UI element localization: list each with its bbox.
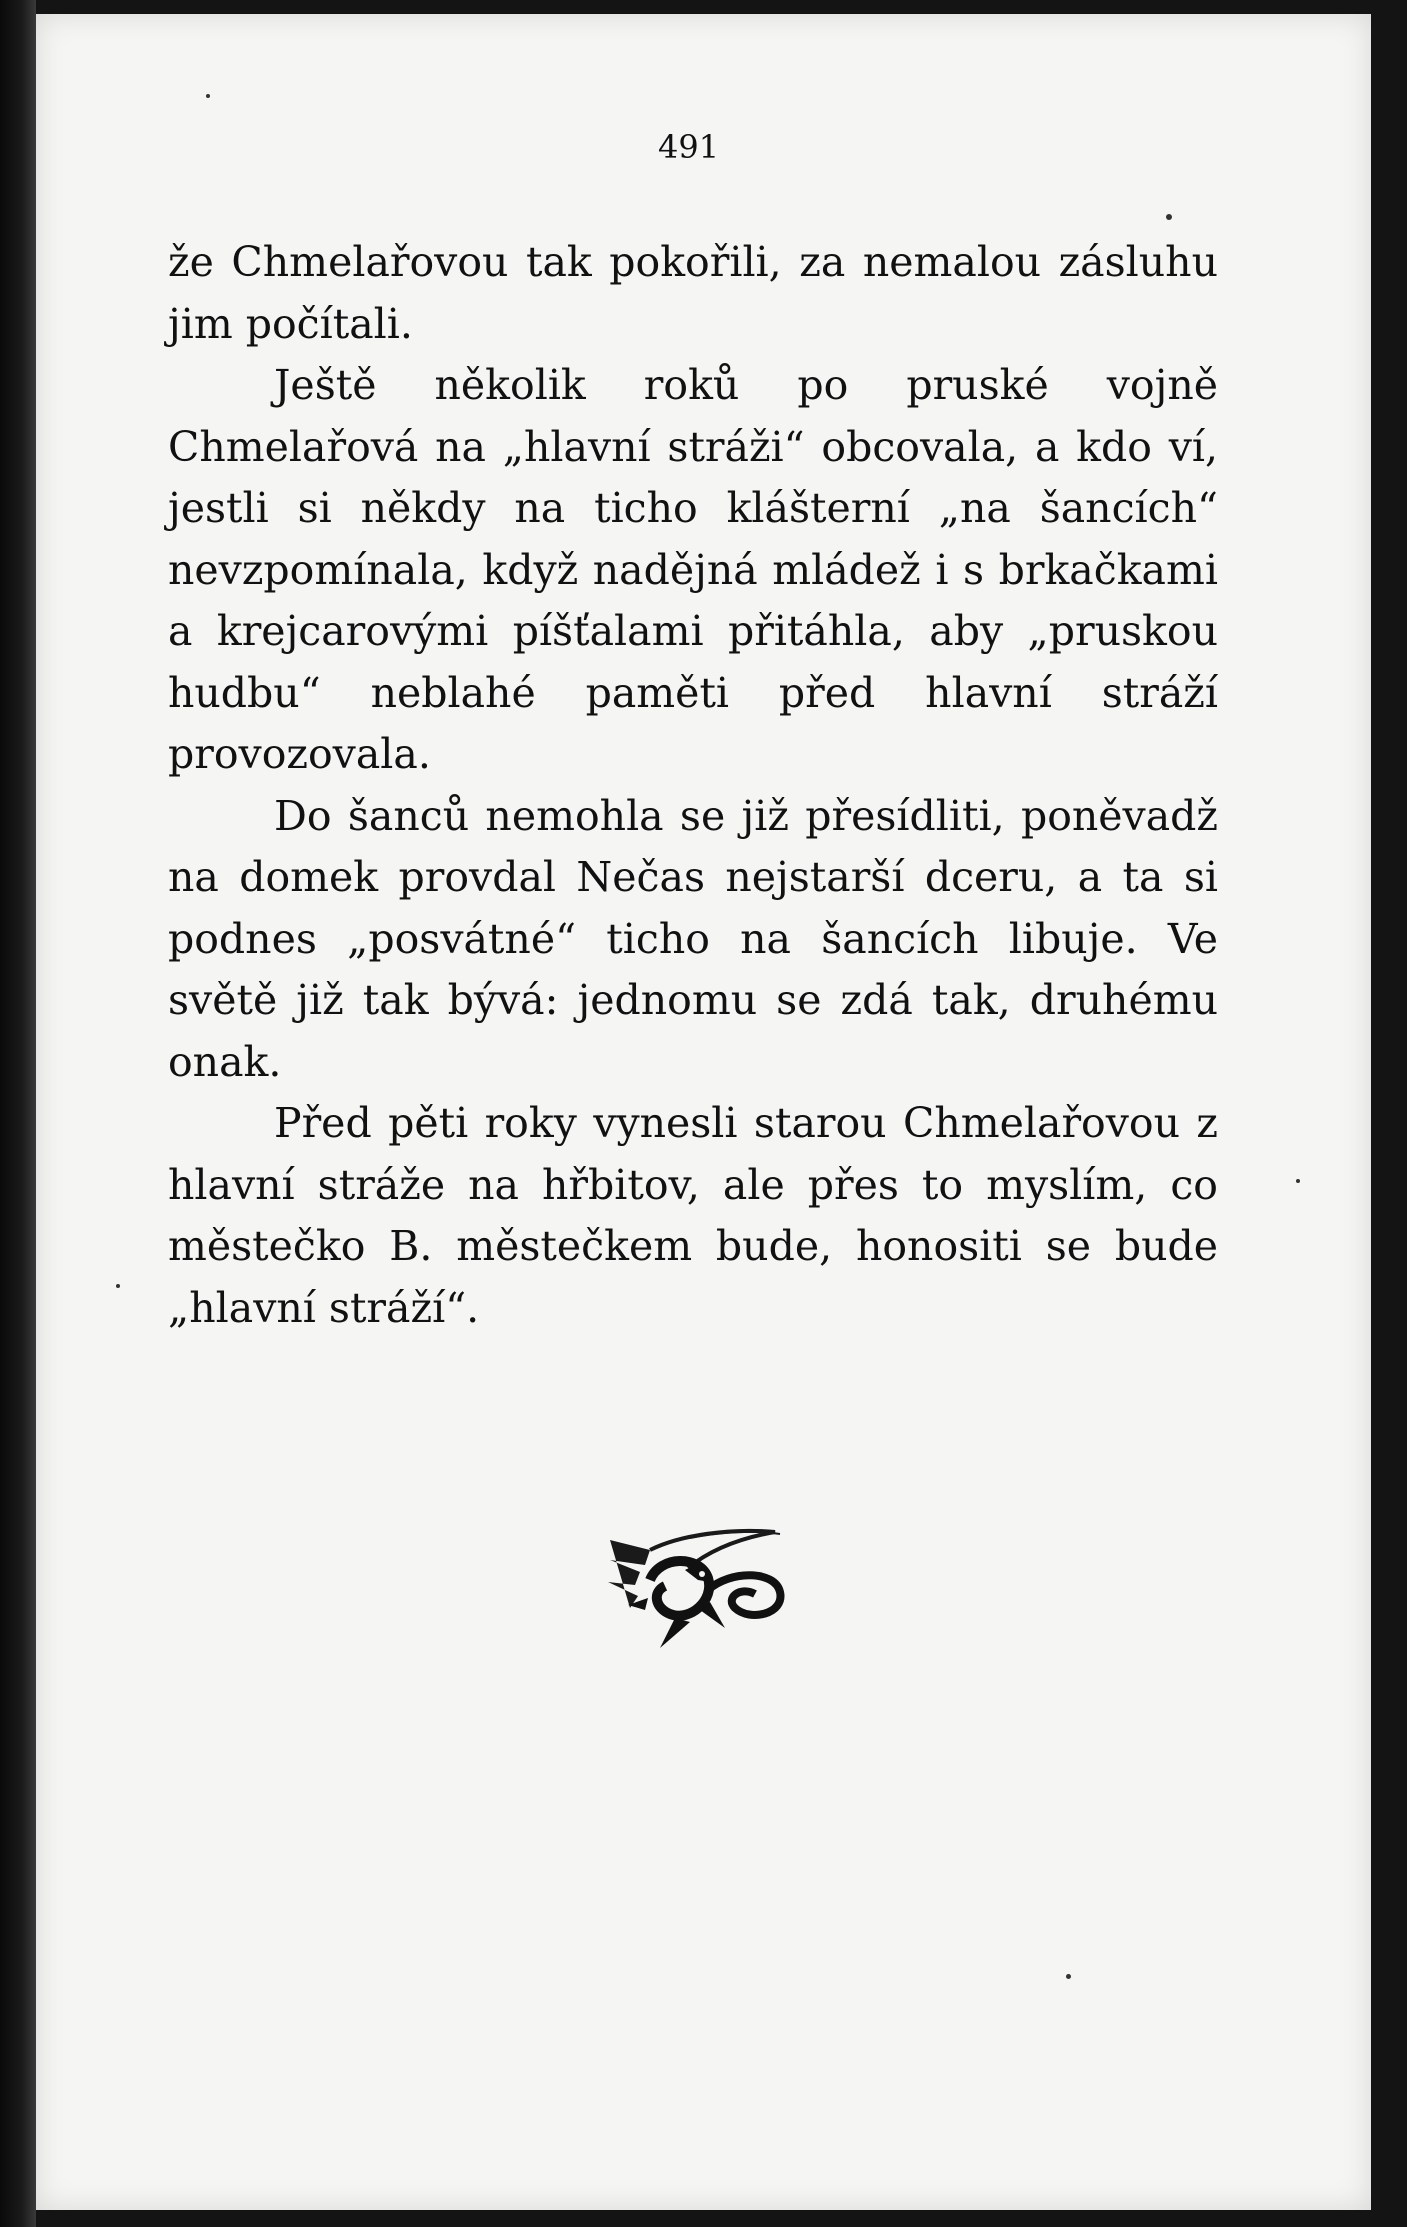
scan-speck (206, 94, 210, 98)
paragraph-3: Do šanců nemohla se již přesídliti, poněvadž na domek provdal Nečas nejstarší dceru, a ta si podnes „posvátné“ ticho na šancích libuje. Ve světě již tak bývá: jednomu se zdá tak, druhému onak. (168, 791, 1218, 1086)
paragraph-1: že Chmelařovou tak pokořili, za nemalou zásluhu jim počítali. (168, 238, 1218, 348)
page-number: 491 (658, 128, 720, 166)
scan-speck (1066, 1974, 1071, 1979)
scan-speck (1166, 214, 1172, 220)
book-binding-edge (0, 0, 36, 2227)
paragraph-4: Před pěti roky vynesli starou Chmelařovou z hlavní stráže na hřbitov, ale přes to myslím, co městečko B. městečkem bude, honositi se bude „hlavní stráží“. (168, 1099, 1218, 1332)
body-text (168, 232, 1218, 1339)
paragraph-2: Ještě několik roků po pruské vojně Chmelařová na „hlavní stráži“ obcovala, a kdo ví, jestli si někdy na ticho klášterní „na šancích“ nevzpomínala, když nadějná mládež i s brkačkami a krejcarovými píšťalami přitáhla, aby „pruskou hudbu“ neblahé paměti před hlavní stráží provozovala. (168, 361, 1218, 778)
scan-speck (116, 1284, 120, 1288)
scan-speck (1296, 1179, 1300, 1183)
dragon-ornament-icon (590, 1510, 810, 1660)
